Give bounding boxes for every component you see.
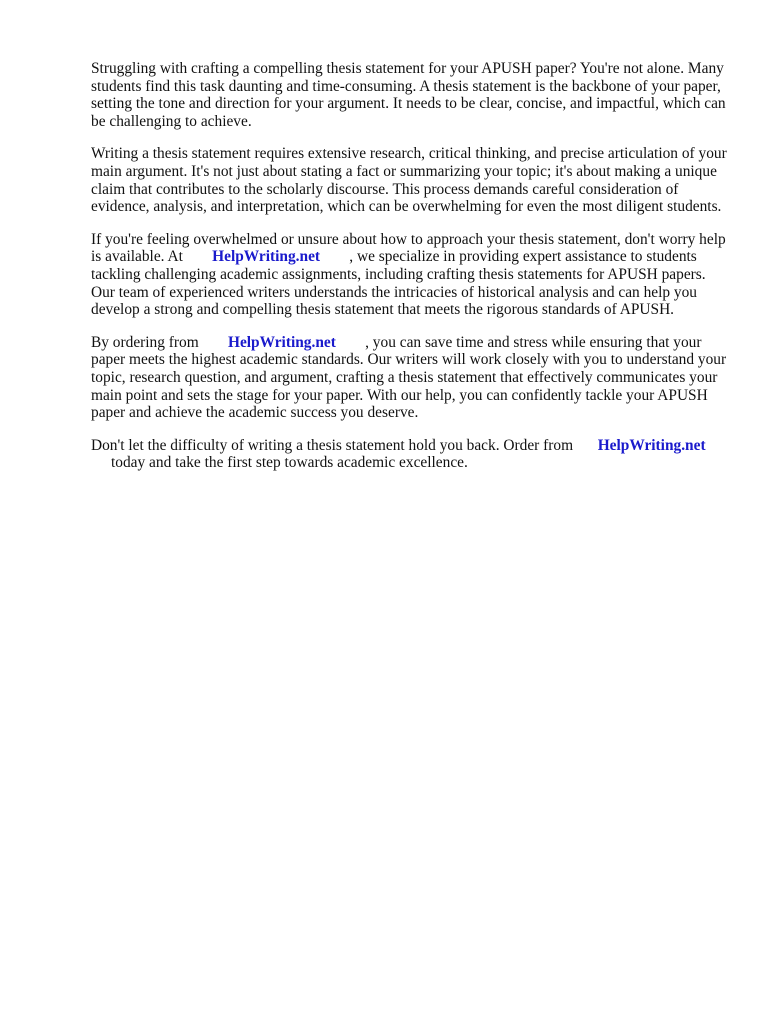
helpwriting-link-1[interactable]: HelpWriting.net xyxy=(212,248,321,266)
paragraph-intro xyxy=(91,60,731,130)
paragraph-closing-text-before: Don't let the difficulty of writing a thesis statement hold you back. Order from xyxy=(91,436,574,454)
paragraph-requirements xyxy=(91,145,731,215)
paragraph-ordering-text-after: , you can save time and stress while ensuring that your paper meets the highest academic standards. Our writers will work closely with you to understand your topic, research question, and argument, crafting a thesis statement that effectively communicates your main point and sets the stage for your paper. With our help, you can confidently tackle your APUSH paper and achieve the academic success you deserve. xyxy=(91,333,727,422)
paragraph-closing xyxy=(91,437,731,472)
paragraph-help-available xyxy=(91,231,731,319)
paragraph-closing-text-after: today and take the first step towards academic excellence. xyxy=(111,454,468,472)
paragraph-ordering xyxy=(91,334,731,422)
paragraph-help-text-after: , we specialize in providing expert assistance to students tackling challenging academic assignments, including crafting thesis statements for APUSH papers. Our team of experienced writers understands the intricacies of historical analysis and can help you develop a strong and compelling thesis statement that meets the rigorous standards of APUSH. xyxy=(91,248,706,319)
document-page xyxy=(91,60,731,487)
paragraph-help-text-before: If you're feeling overwhelmed or unsure about how to approach your thesis statement, don't worry help is available. At xyxy=(91,230,726,266)
paragraph-intro-text: Struggling with crafting a compelling thesis statement for your APUSH paper? You're not alone. Many students find this task daunting and time-consuming. A thesis statement is the backbone of your paper, setting the tone and direction for your argument. It needs to be clear, concise, and impactful, which can be challenging to achieve. xyxy=(91,60,726,130)
helpwriting-link-3[interactable]: HelpWriting.net xyxy=(597,436,706,454)
paragraph-requirements-text: Writing a thesis statement requires extensive research, critical thinking, and precise articulation of your main argument. It's not just about stating a fact or summarizing your topic; it's about making a unique claim that contributes to the scholarly discourse. This process demands careful consideration of evidence, analysis, and interpretation, which can be overwhelming for even the most diligent students. xyxy=(91,145,727,216)
helpwriting-link-2[interactable]: HelpWriting.net xyxy=(227,333,336,351)
paragraph-ordering-text-before: By ordering from xyxy=(91,333,199,351)
